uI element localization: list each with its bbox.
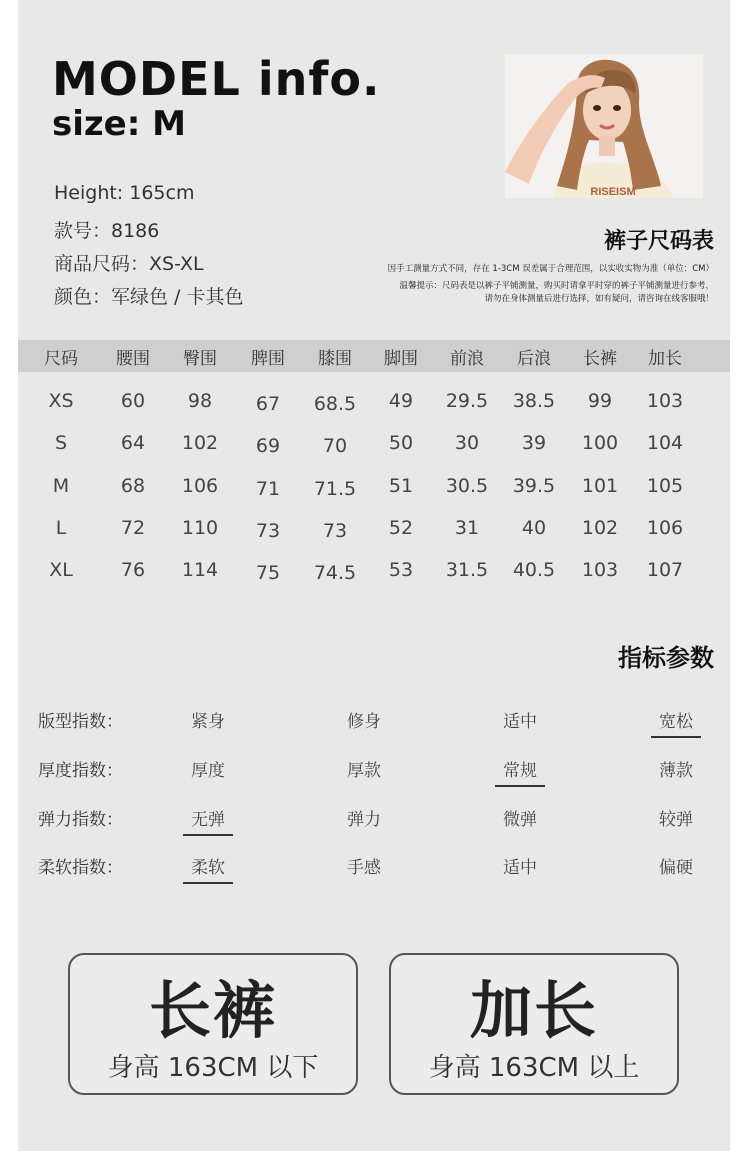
size-row-label: L	[55, 517, 67, 539]
size-table-cell: 106	[181, 475, 219, 497]
size-table-cell: 38.5	[512, 390, 556, 412]
size-table-cell: 76	[120, 559, 146, 581]
size-table-cell: 98	[187, 390, 213, 412]
size-table-cell: 101	[581, 475, 619, 497]
size-table-cell: 103	[646, 390, 684, 412]
size-table-cell: 106	[646, 517, 684, 539]
size-column-header: 腰围	[116, 349, 150, 369]
size-row-label: S	[54, 432, 68, 454]
size-table-cell: 70	[322, 435, 348, 457]
size-range: 商品尺码：XS-XL	[54, 253, 204, 275]
size-column-header: 脚围	[384, 349, 418, 369]
size-table-cell: 105	[646, 475, 684, 497]
size-column-header: 臀围	[183, 349, 217, 369]
metrics-title: 指标参数	[618, 644, 714, 672]
size-table-cell: 102	[181, 432, 219, 454]
size-column-header: 尺码	[44, 349, 78, 369]
size-table-cell: 114	[181, 559, 219, 581]
metric-option: 适中	[503, 858, 537, 878]
metric-option: 薄款	[659, 761, 693, 781]
size-table-cell: 74.5	[313, 562, 357, 584]
selected-metric-underline	[183, 882, 233, 884]
size-table-cell: 39.5	[512, 475, 556, 497]
regular-length-height: 身高 163CM 以下	[107, 1053, 319, 1083]
size-chart-title: 裤子尺码表	[603, 229, 714, 254]
metric-option: 厚款	[347, 761, 381, 781]
metric-option: 修身	[347, 712, 381, 732]
model-photo	[505, 54, 703, 198]
size-table-cell: 67	[255, 393, 281, 415]
metric-label: 厚度指数：	[38, 761, 123, 781]
size-table-cell: 103	[581, 559, 619, 581]
metric-label: 柔软指数：	[38, 858, 123, 878]
size-row-label: XS	[48, 390, 74, 412]
size-table-cell: 51	[388, 475, 414, 497]
size-column-header: 前浪	[450, 349, 484, 369]
size-table-cell: 102	[581, 517, 619, 539]
metric-option: 常规	[503, 761, 537, 781]
size-column-header: 脾围	[251, 349, 285, 369]
size-column-header: 长裤	[583, 349, 617, 369]
size-table-cell: 68	[120, 475, 146, 497]
size-table-cell: 75	[255, 562, 281, 584]
size-table-cell: 73	[322, 520, 348, 542]
size-table-cell: 73	[255, 520, 281, 542]
size-row-label: XL	[49, 559, 73, 581]
size-table-cell: 40	[521, 517, 547, 539]
regular-length-title: 长裤	[148, 974, 277, 1047]
size-table-cell: 71	[255, 478, 281, 500]
metric-option: 宽松	[659, 712, 693, 732]
measurement-tip: 温馨提示：尺码表是以裤子平铺测量，购买时请拿平时穿的裤子平铺测量进行参考，	[399, 281, 714, 291]
extended-length-card	[389, 953, 679, 1095]
style-number: 款号：8186	[54, 220, 160, 242]
size-table-cell: 31.5	[445, 559, 489, 581]
shirt-print-text: RISEISM	[590, 186, 636, 198]
metric-option: 较弹	[659, 810, 693, 830]
size-column-header: 加长	[648, 349, 682, 369]
color-options: 颜色：军绿色 / 卡其色	[54, 286, 244, 308]
size-table-cell: 104	[646, 432, 684, 454]
size-table-cell: 40.5	[512, 559, 556, 581]
model-height: Height: 165cm	[54, 182, 195, 204]
size-table-cell: 110	[181, 517, 219, 539]
metric-option: 弹力	[347, 810, 381, 830]
size-column-header: 膝围	[318, 349, 352, 369]
metric-option: 偏硬	[659, 858, 693, 878]
metric-option: 紧身	[191, 712, 225, 732]
metric-label: 弹力指数：	[38, 810, 123, 830]
size-table-cell: 64	[120, 432, 146, 454]
metric-option: 无弹	[191, 810, 225, 830]
extended-length-height: 身高 163CM 以上	[428, 1053, 640, 1083]
extended-length-title: 加长	[469, 974, 598, 1047]
size-table-cell: 49	[388, 390, 414, 412]
selected-metric-underline	[651, 736, 701, 738]
size-table-cell: 31	[454, 517, 480, 539]
size-table-cell: 72	[120, 517, 146, 539]
metric-option: 适中	[503, 712, 537, 732]
model-info-title: MODEL info.	[52, 52, 381, 106]
size-table-cell: 60	[120, 390, 146, 412]
size-table-cell: 71.5	[313, 478, 357, 500]
size-table-cell: 107	[646, 559, 684, 581]
size-table-cell: 52	[388, 517, 414, 539]
regular-length-card	[68, 953, 358, 1095]
measurement-note: 因手工测量方式不同，存在 1-3CM 误差属于合理范围，以实收实物为准（单位：CM）	[387, 264, 714, 274]
size-table-cell: 100	[581, 432, 619, 454]
size-table-cell: 68.5	[313, 393, 357, 415]
selected-metric-underline	[183, 834, 233, 836]
size-table-cell: 99	[587, 390, 613, 412]
metric-option: 厚度	[191, 761, 225, 781]
metric-option: 微弹	[503, 810, 537, 830]
size-column-header: 后浪	[517, 349, 551, 369]
size-table-cell: 53	[388, 559, 414, 581]
metric-option: 手感	[347, 858, 381, 878]
size-table-cell: 29.5	[445, 390, 489, 412]
selected-metric-underline	[495, 785, 545, 787]
metric-label: 版型指数：	[38, 712, 123, 732]
measurement-tip-2: 请勿在身体测量后进行选择，如有疑问，请咨询在线客服哦！	[484, 294, 714, 304]
size-table-cell: 69	[255, 435, 281, 457]
size-table-cell: 30.5	[445, 475, 489, 497]
model-size-line: size: M	[52, 104, 187, 144]
size-table-cell: 30	[454, 432, 480, 454]
size-table-cell: 50	[388, 432, 414, 454]
size-row-label: M	[52, 475, 70, 497]
size-table-cell: 39	[521, 432, 547, 454]
metric-option: 柔软	[191, 858, 225, 878]
